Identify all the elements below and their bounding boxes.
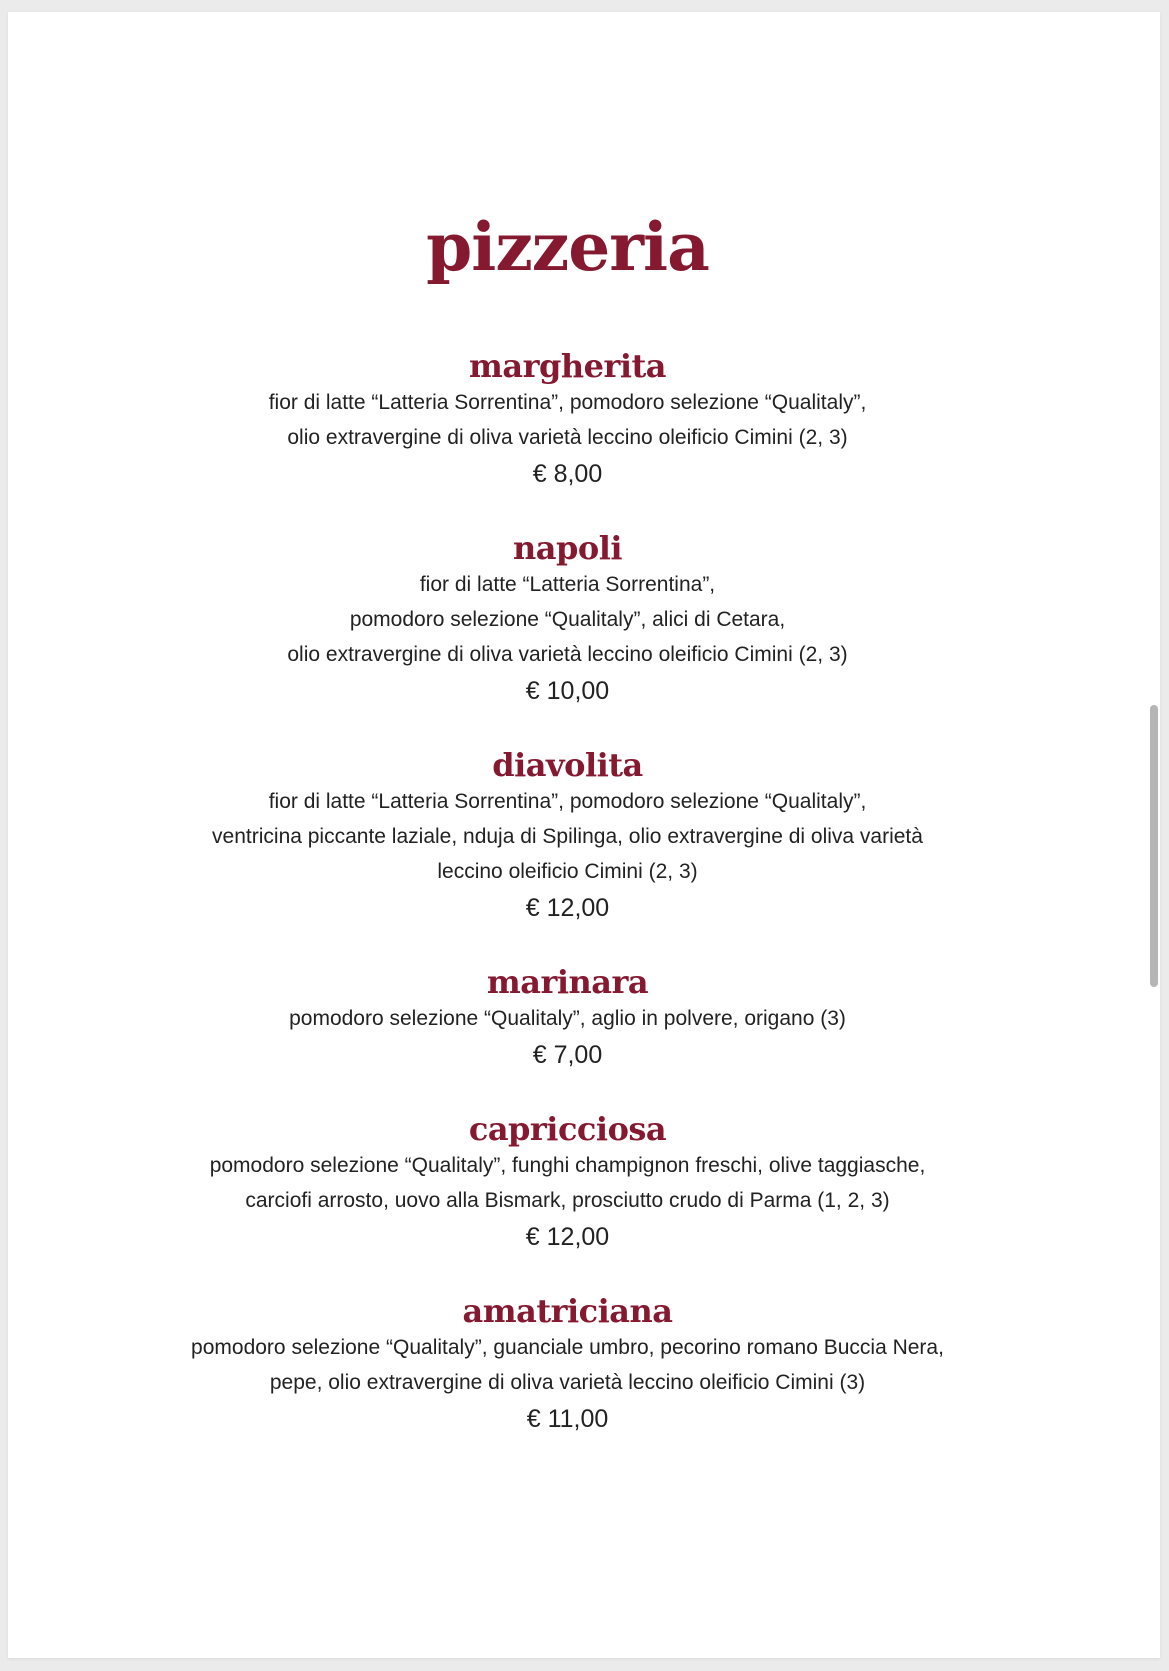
menu-item-diavolita: [8, 746, 1127, 927]
item-description-line: olio extravergine di oliva varietà leccino oleificio Cimini (2, 3): [287, 643, 848, 666]
menu-item-capricciosa: [8, 1110, 1127, 1256]
item-description-line: pomodoro selezione “Qualitaly”, funghi champignon freschi, olive taggiasche,: [209, 1154, 926, 1177]
item-description-line: pomodoro selezione “Qualitaly”, guanciale umbro, pecorino romano Buccia Nera,: [191, 1336, 944, 1359]
item-description-line: olio extravergine di oliva varietà leccino oleificio Cimini (2, 3): [287, 426, 848, 449]
item-price: € 7,00: [532, 1041, 603, 1069]
item-price: € 10,00: [525, 677, 610, 705]
item-description-line: leccino oleificio Cimini (2, 3): [437, 860, 698, 883]
menu-item-amatriciana: [8, 1292, 1127, 1438]
item-description-line: fior di latte “Latteria Sorrentina”, pomodoro selezione “Qualitaly”,: [268, 391, 867, 414]
item-price: € 11,00: [526, 1405, 609, 1433]
item-name: diavolita: [492, 746, 643, 784]
item-name: napoli: [512, 529, 623, 567]
item-description-line: pomodoro selezione “Qualitaly”, alici di Cetara,: [349, 608, 786, 631]
menu-page: [8, 12, 1160, 1658]
item-name: margherita: [469, 347, 666, 385]
item-price: € 12,00: [525, 1223, 610, 1251]
menu-item-margherita: [8, 347, 1127, 493]
item-description-line: fior di latte “Latteria Sorrentina”,: [419, 573, 716, 596]
menu-list: [8, 347, 1127, 1474]
menu-item-napoli: [8, 529, 1127, 710]
item-description-line: ventricina piccante laziale, nduja di Spilinga, olio extravergine di oliva varietà: [212, 825, 923, 848]
item-price: € 12,00: [525, 894, 610, 922]
item-description-line: pepe, olio extravergine di oliva varietà leccino oleificio Cimini (3): [269, 1371, 866, 1394]
vertical-scrollbar[interactable]: [1150, 705, 1158, 987]
item-name: marinara: [486, 963, 649, 1001]
menu-item-marinara: [8, 963, 1127, 1074]
menu-title: pizzeria: [426, 208, 709, 286]
item-price: € 8,00: [532, 460, 603, 488]
item-description-line: fior di latte “Latteria Sorrentina”, pomodoro selezione “Qualitaly”,: [268, 790, 867, 813]
item-description-line: carciofi arrosto, uovo alla Bismark, prosciutto crudo di Parma (1, 2, 3): [245, 1189, 890, 1212]
item-description-line: pomodoro selezione “Qualitaly”, aglio in polvere, origano (3): [289, 1007, 846, 1030]
item-name: capricciosa: [468, 1110, 667, 1148]
item-name: amatriciana: [462, 1292, 673, 1330]
